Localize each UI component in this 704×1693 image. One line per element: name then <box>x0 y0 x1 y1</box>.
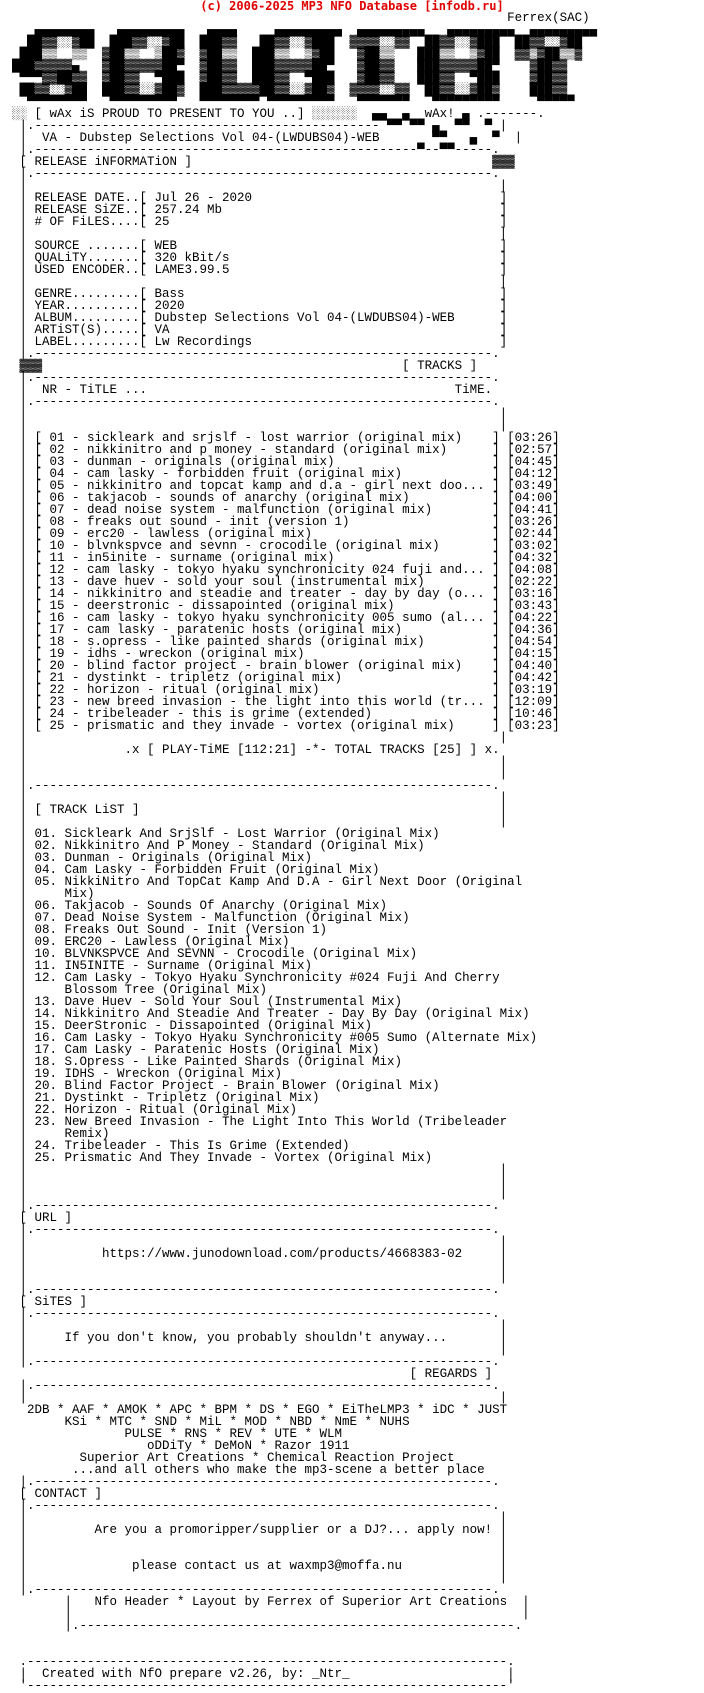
nfo-line: | [ 12 - cam lasky - tokyo hyaku synchronicity 024 fuji and... ] [04:08] <box>12 563 560 577</box>
nfo-line: oDDiTy * DeMoN * Razor 1911 <box>12 1439 350 1453</box>
nfo-line: | [ 07 - dead noise system - malfunction (original mix) ] [04:41] <box>12 503 560 517</box>
nfo-line: ...and all others who make the mp3-scene a better place <box>12 1463 485 1477</box>
nfo-line: | | <box>12 1259 508 1273</box>
nfo-line: [ URL ] <box>12 1211 73 1225</box>
nfo-line: |.-------------------------------------------------------------. <box>12 1583 500 1597</box>
nfo-line: | | <box>12 1511 508 1525</box>
nfo-line: | [ 25 - prismatic and they invade - vortex (original mix) ] [03:23] <box>12 719 560 733</box>
nfo-line: | please contact us at waxmp3@moffa.nu | <box>12 1559 508 1573</box>
nfo-line: | Are you a promoripper/supplier or a DJ?... apply now! | <box>12 1523 508 1537</box>
nfo-line: | | <box>12 407 508 421</box>
nfo-line: | https://www.junodownload.com/products/4668383-02 | <box>12 1247 508 1261</box>
nfo-line: |.-------------------------------------------------------------. <box>12 371 500 385</box>
nfo-line: | [ 24 - tribeleader - this is grime (extended) ] [10:46] <box>12 707 560 721</box>
nfo-line: | 18. S.Opress - Like Painted Shards (Original Mix) <box>12 1055 403 1069</box>
nfo-line: | | <box>12 1571 508 1585</box>
nfo-line: | 22. Horizon - Ritual (Original Mix) <box>12 1103 298 1117</box>
nfo-line: [ CONTACT ] <box>12 1487 103 1501</box>
nfo-line: | USED ENCODER..[ LAME3.99.5 ] <box>12 263 508 277</box>
nfo-line: |.-------------------------------------------------------------. <box>12 1475 500 1489</box>
nfo-line: |.-------------------------------------------------------------. <box>12 1379 500 1393</box>
nfo-line: |.-------------------------------------------------------------. <box>12 1223 500 1237</box>
nfo-line: | [ 02 - nikkinitro and p money - standard (original mix) ] [02:57] <box>12 443 560 457</box>
nfo-line: | [ 05 - nikkinitro and topcat kamp and d.a - girl next doo... ] [03:49] <box>12 479 560 493</box>
nfo-line: |.-------------------------------------------------------------. <box>12 1199 500 1213</box>
nfo-line: | 23. New Breed Invasion - The Light Into This World (Tribeleader <box>12 1115 508 1129</box>
nfo-line: Superior Art Creations * Chemical Reaction Project <box>12 1451 455 1465</box>
nfo-line: | RELEASE SiZE..[ 257.24 Mb ] <box>12 203 508 217</box>
nfo-line: | [ 22 - horizon - ritual (original mix) ] [03:19] <box>12 683 560 697</box>
nfo-line: | [ 11 - in5inite - surname (original mix) ] [04:32] <box>12 551 560 565</box>
nfo-line: | LABEL.........[ Lw Recordings ] <box>12 335 508 349</box>
nfo-line: ██▓▓░░▓██ ███▓▓░░▓██▓ ███▓▓▓▓▓██▓▓░░▓██▓ ▓▓▓▓░░▓▓ ██▓▓░░▓██▓ ███▓▓ <box>12 83 568 97</box>
nfo-line: | 20. Blind Factor Project - Brain Blower (Original Mix) <box>12 1079 440 1093</box>
nfo-line: ███▓▓▓▓▓▄ ▓██▓▓▓▓▓██▀ ▓██▓▓ ███▓▓▓▓▓██▀ ▓██▓▓ ███▓▓▓▓▓██▀ ▓██▓▓ <box>12 59 568 73</box>
nfo-line: | [ 10 - blvnkspvce and sevnn - crocodile (original mix) ] [03:02] <box>12 539 560 553</box>
nfo-line: | | <box>12 1547 508 1561</box>
nfo-line: ███▒▒ ▒▒ ▓██▒▒ ▒██▓ ▓██▒▒ ███▒▒ ▒▓██ ▓██▒▒ ███▒▒ ▒▓██ ▓▓▒▓██▒▒▓ <box>12 47 583 61</box>
nfo-line: |.-------------------------------------------------------------. <box>12 395 500 409</box>
nfo-line: | Remix) <box>12 1127 110 1141</box>
nfo-line: | Created with NfO prepare v2.26, by: _Ntr_ | <box>12 1667 515 1681</box>
nfo-line: | 17. Cam Lasky - Paratenic Hosts (Original Mix) <box>12 1043 380 1057</box>
nfo-line: | Blossom Tree (Original Mix) <box>12 983 268 997</box>
nfo-line: | 24. Tribeleader - This Is Grime (Extended) <box>12 1139 350 1153</box>
nfo-line: | 21. Dystinkt - Tripletz (Original Mix) <box>12 1091 320 1105</box>
nfo-line: | [ 19 - idhs - wreckon (original mix) ] [04:15] <box>12 647 560 661</box>
nfo-line: |.---------------------------------------------------▀--▀▀-----. <box>12 143 500 157</box>
nfo-line: [ RELEASE iNFORMATiON ] ▓▓▓ <box>12 155 515 169</box>
nfo-line: | | <box>12 755 508 769</box>
nfo-line: ▓▓▓ [ TRACKS ] <box>12 359 478 373</box>
nfo-line: | QUALiTY.......[ 320 kBit/s ] <box>12 251 508 265</box>
nfo-line: ██▓▓░░▓██ ███▓▓░░▓██ ███▓▓ ██▓▓░░▓███ ▓▓▓▓░░▓▓ ██▓▓░░▓███ ██▓▓░░▓██ <box>12 35 583 49</box>
nfo-line: | GENRE.........[ Bass ] <box>12 287 508 301</box>
nfo-line: | [ 16 - cam lasky - tokyo hyaku synchronicity 005 sumo (al... ] [04:22] <box>12 611 560 625</box>
nfo-line: | 02. Nikkinitro And P Money - Standard (Original Mix) <box>12 839 425 853</box>
nfo-line: | [ TRACK LiST ] | <box>12 803 508 817</box>
nfo-line: | | <box>12 1319 508 1333</box>
nfo-line: | | <box>12 815 508 829</box>
nfo-line: | | <box>12 1391 508 1405</box>
nfo-line: | 04. Cam Lasky - Forbidden Fruit (Original Mix) <box>12 863 380 877</box>
nfo-line: | [ 13 - dave huev - sold your soul (instrumental mix) ] [02:22] <box>12 575 560 589</box>
nfo-line: [ REGARDS ] <box>12 1367 493 1381</box>
nfo-line: ▀▀▀▓▓██▓▓ ▓██▓▓ ▀███ ▓██▓▓ ███▓▓ ▀███ ▓██▓▓ ███▓▓ ▀███ ▓██▓▓ <box>12 71 568 85</box>
nfo-line: | [ 08 - freaks out sound - init (version 1) ] [03:26] <box>12 515 560 529</box>
nfo-line: |.-------------------------------------------------------------. <box>12 779 500 793</box>
nfo-line: | | <box>12 1607 530 1621</box>
nfo-line: | | <box>12 275 508 289</box>
nfo-line: | [ 03 - dunman - originals (original mix) ] [04:45] <box>12 455 560 469</box>
nfo-line: | # OF FiLES....[ 25 ] <box>12 215 508 229</box>
nfo-line: | [ 18 - s.opress - like painted shards (original mix) ] [04:54] <box>12 635 560 649</box>
nfo-line: PULSE * RNS * REV * UTE * WLM <box>12 1427 343 1441</box>
nfo-text-block <box>12 12 597 1692</box>
nfo-line: |.-------------------------------------------------------------. <box>12 1355 500 1369</box>
nfo-line: | | <box>12 767 508 781</box>
database-header: (c) 2006-2025 MP3 NFO Database [infodb.ru] <box>200 0 504 13</box>
nfo-line: | [ 20 - blind factor project - brain blower (original mix) ] [04:40] <box>12 659 560 673</box>
nfo-line: | 13. Dave Huev - Sold Your Soul (Instrumental Mix) <box>12 995 403 1009</box>
nfo-line: |.----------------------------------------------------------. <box>12 1619 523 1633</box>
nfo-line: ▄▄▄▄▄▄▄▄ ▄▄▄▄▄▄▄▄▄ ▄▄▄▄ ▄▄▄▄▄▄▄▄▄ ▄▄▄▄▄▄▄▄▄ ▄▄▄▄▄▄▄▄▄ ▄▄▄▄▄▄▄▄▄ <box>12 23 598 37</box>
nfo-line: | | <box>12 227 508 241</box>
nfo-line: | [ 04 - cam lasky - forbidden fruit (original mix) ] [04:12] <box>12 467 560 481</box>
nfo-line: | .x [ PLAY-TiME [112:21] -*- TOTAL TRACKS [25] ] x. <box>12 743 500 757</box>
nfo-line: | VA - Dubstep Selections Vol 04-(LWDUBS04)-WEB ▀▀ ▄ ▀ | <box>12 131 523 145</box>
nfo-line: | | <box>12 791 508 805</box>
nfo-line: Ferrex(SAC) <box>12 11 590 25</box>
nfo-line: | | <box>12 1175 508 1189</box>
nfo-line: | [ 06 - takjacob - sounds of anarchy (original mix) ] [04:00] <box>12 491 560 505</box>
nfo-line: [ SiTES ] <box>12 1295 88 1309</box>
nfo-line: | 10. BLVNKSPVCE And SEVNN - Crocodile (Original Mix) <box>12 947 418 961</box>
nfo-line: | [ 01 - sickleark and srjslf - lost warrior (original mix) ] [03:26] <box>12 431 560 445</box>
nfo-line: |.-------------------------------------------------------------. <box>12 167 500 181</box>
nfo-line: | YEAR..........[ 2020 ] <box>12 299 508 313</box>
nfo-line: |.---------------------------------------------- ▀▀ ▀▀ ▄ ▀▀ ▀ | <box>12 119 508 133</box>
nfo-line: | RELEASE DATE..[ Jul 26 - 2020 ] <box>12 191 508 205</box>
nfo-line: | SOURCE .......[ WEB ] <box>12 239 508 253</box>
nfo-line: '----------------------------------------------------------------' <box>12 1679 515 1693</box>
nfo-line: | | <box>12 179 508 193</box>
nfo-line: | | <box>12 419 508 433</box>
nfo-line: | [ 14 - nikkinitro and steadie and treater - day by day (o... ] [03:16] <box>12 587 560 601</box>
nfo-line: | Nfo Header * Layout by Ferrex of Superior Art Creations | <box>12 1595 530 1609</box>
nfo-line: | 01. Sickleark And SrjSlf - Lost Warrior (Original Mix) <box>12 827 440 841</box>
nfo-line: | 06. Takjacob - Sounds Of Anarchy (Original Mix) <box>12 899 388 913</box>
nfo-line: | | <box>12 1235 508 1249</box>
nfo-line: | [ 23 - new breed invasion - the light into this world (tr... ] [12:09] <box>12 695 560 709</box>
nfo-line: | 19. IDHS - Wreckon (Original Mix) <box>12 1067 283 1081</box>
nfo-line: | 09. ERC20 - Lawless (Original Mix) <box>12 935 290 949</box>
nfo-line: | | <box>12 1187 508 1201</box>
nfo-line: | 25. Prismatic And They Invade - Vortex (Original Mix) <box>12 1151 433 1165</box>
nfo-line: | NR - TiTLE ... TiME. <box>12 383 493 397</box>
nfo-line: |.-------------------------------------------------------------. <box>12 1307 500 1321</box>
nfo-line: | | <box>12 731 508 745</box>
nfo-line: 2DB * AAF * AMOK * APC * BPM * DS * EGO * EiTheLMP3 * iDC * JUST <box>12 1403 508 1417</box>
nfo-line: | 11. IN5INITE - Surname (Original Mix) <box>12 959 313 973</box>
nfo-line: ▀▀▀▀▀▀▀▀ ▀▀▀▀▀▀▀▀▀ ▀▀▀▀▀▀▀▀ ▀▀▀▀▀▀▀▀▀ ▀▀▀▀▀▀▀ ▀▀▀▀▀▀▀▀▀ ▀▀▀▀▀ <box>12 95 575 109</box>
nfo-line: .----------------------------------------------------------------. <box>12 1655 515 1669</box>
nfo-line: | 05. NikkiNitro And TopCat Kamp And D.A - Girl Next Door (Original <box>12 875 523 889</box>
nfo-line: | 15. DeerStronic - Dissapointed (Original Mix) <box>12 1019 373 1033</box>
nfo-line: | 08. Freaks Out Sound - Init (Version 1) <box>12 923 328 937</box>
nfo-line: | | <box>12 1163 508 1177</box>
nfo-line: |.-------------------------------------------------------------. <box>12 1283 500 1297</box>
nfo-line: |.-------------------------------------------------------------. <box>12 1499 500 1513</box>
nfo-line: | Mix) <box>12 887 95 901</box>
nfo-line: | [ 17 - cam lasky - paratenic hosts (original mix) ] [04:36] <box>12 623 560 637</box>
nfo-line: | | <box>12 1343 508 1357</box>
nfo-line: |.-------------------------------------------------------------. <box>12 347 500 361</box>
nfo-line: KSi * MTC * SND * MiL * MOD * NBD * NmE * NUHS <box>12 1415 410 1429</box>
nfo-line: | 07. Dead Noise System - Malfunction (Original Mix) <box>12 911 410 925</box>
nfo-line: | 16. Cam Lasky - Tokyo Hyaku Synchronicity #005 Sumo (Alternate Mix) <box>12 1031 538 1045</box>
nfo-line: | | <box>12 1535 508 1549</box>
nfo-line: | | <box>12 1271 508 1285</box>
nfo-line: | [ 15 - deerstronic - dissapointed (original mix) ] [03:43] <box>12 599 560 613</box>
nfo-line: | ARTiST(S).....[ VA ] <box>12 323 508 337</box>
nfo-line: | 14. Nikkinitro And Steadie And Treater - Day By Day (Original Mix) <box>12 1007 530 1021</box>
nfo-line: | [ 21 - dystinkt - tripletz (original mix) ] [04:42] <box>12 671 560 685</box>
nfo-line: | 03. Dunman - Originals (Original Mix) <box>12 851 313 865</box>
nfo-line: | ALBUM.........[ Dubstep Selections Vol 04-(LWDUBS04)-WEB ] <box>12 311 508 325</box>
nfo-line: | 12. Cam Lasky - Tokyo Hyaku Synchronicity #024 Fuji And Cherry <box>12 971 500 985</box>
nfo-line: ░░ [ wAx iS PROUD TO PRESENT TO YOU ..] ░░░░░░ ▄▄ ▄ wAx! ▄ .-------. <box>12 107 545 121</box>
nfo-line: | [ 09 - erc20 - lawless (original mix) ] [02:44] <box>12 527 560 541</box>
nfo-line: | If you don't know, you probably shouldn't anyway... | <box>12 1331 508 1345</box>
